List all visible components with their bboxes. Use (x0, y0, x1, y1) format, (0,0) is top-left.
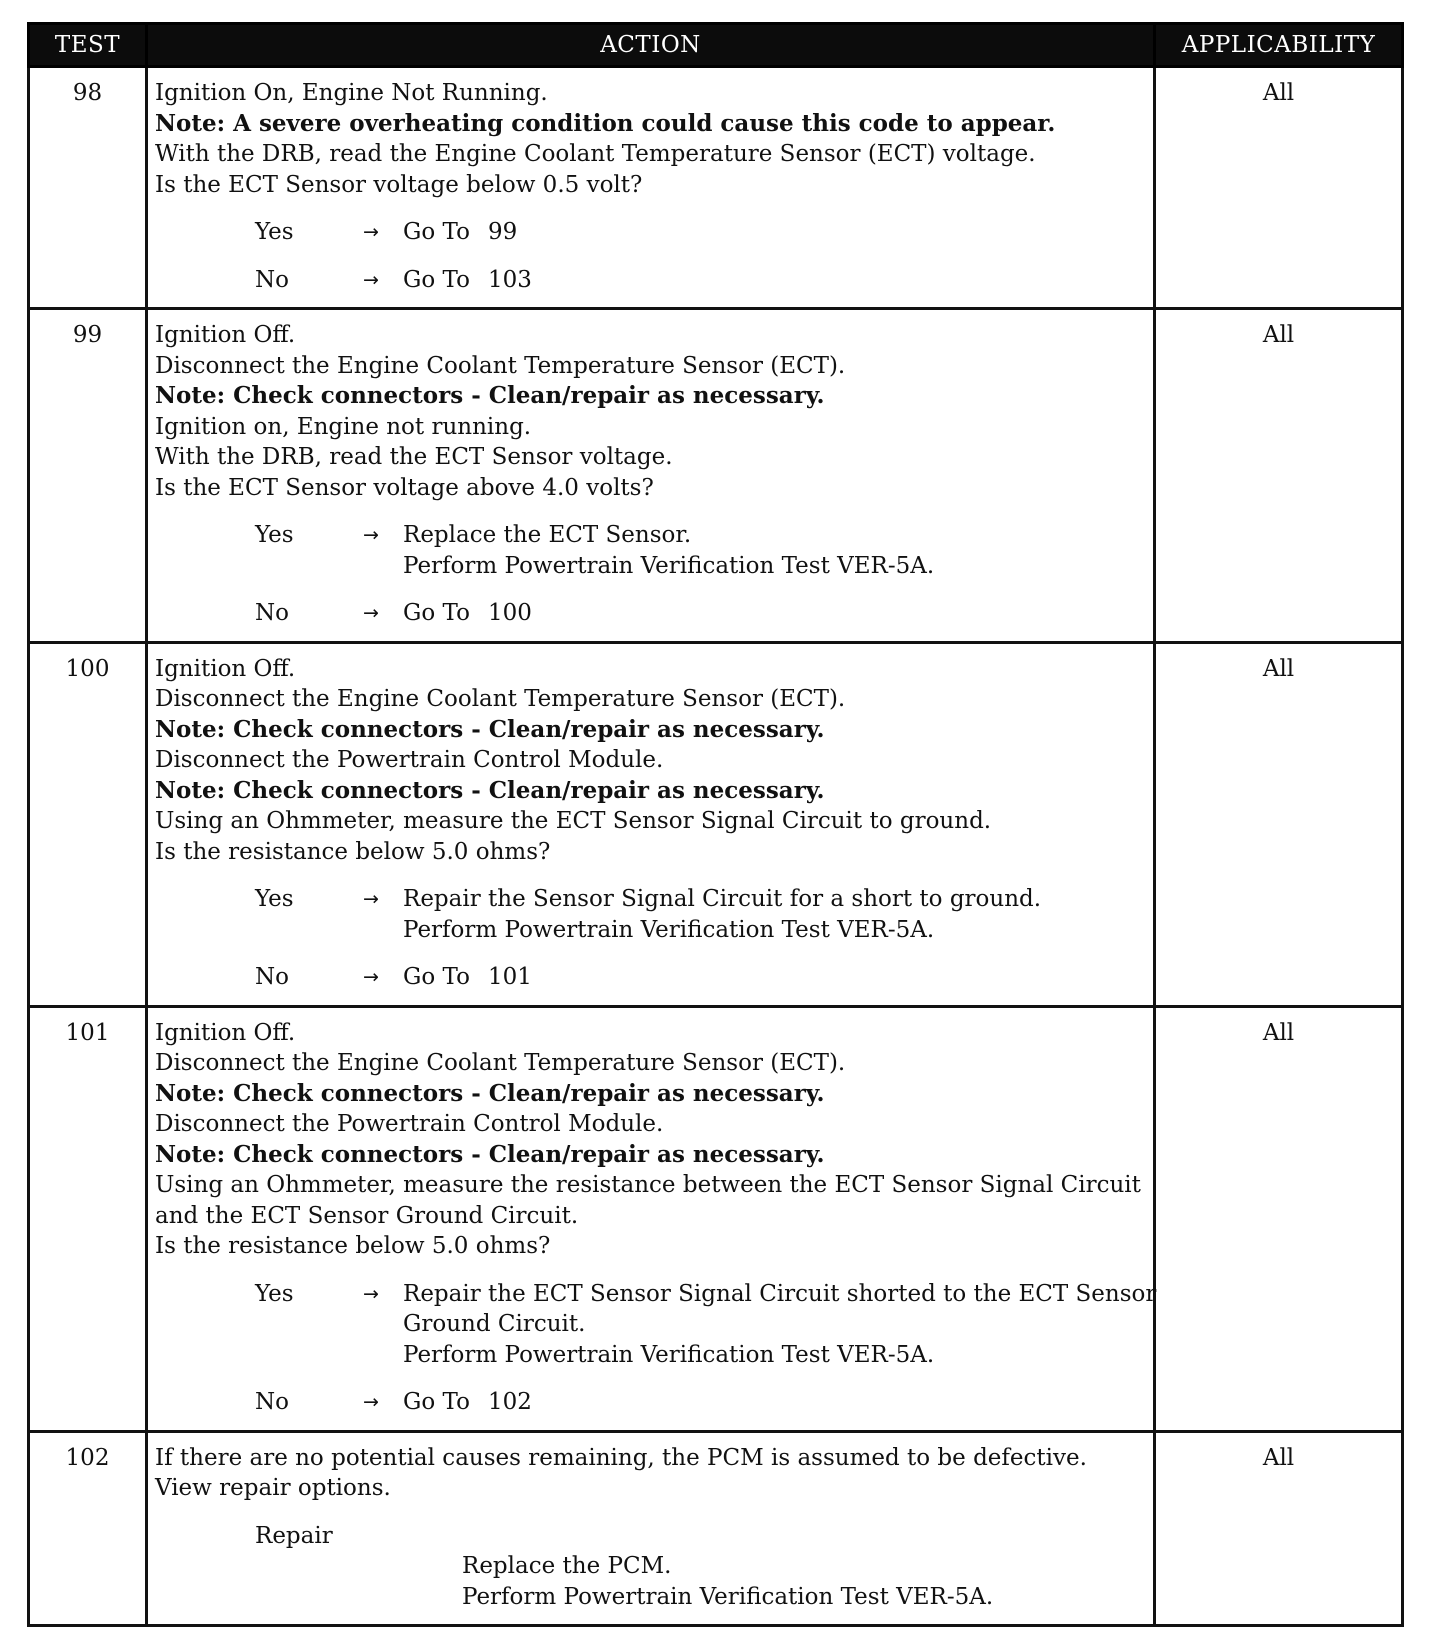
no-result (403, 598, 1147, 629)
goto-target-link[interactable]: 102 (488, 1389, 532, 1415)
note-line: Note: A severe overheating condition could cause this code to appear. (155, 109, 1056, 137)
instruction-line: View repair options. (155, 1475, 391, 1501)
table-row (29, 67, 1403, 309)
repair-label: Repair (255, 1522, 333, 1549)
instruction-line: Ignition On, Engine Not Running. (155, 80, 548, 106)
yes-outcome (255, 1279, 1157, 1371)
result-line: Perform Powertrain Verification Test VER-5A. (403, 552, 935, 579)
no-outcome (255, 1387, 1147, 1418)
arrow-right-icon: → (363, 221, 379, 243)
instruction-line: Disconnect the Engine Coolant Temperature Sensor (ECT). (155, 1050, 846, 1076)
repair-lines (255, 1551, 1147, 1612)
repair-line: Replace the PCM. (462, 1553, 672, 1579)
applicability-value: All (1155, 309, 1403, 643)
instruction-line: Ignition Off. (155, 655, 296, 682)
applicability-value: All (1155, 1431, 1403, 1626)
diagnostic-table-document (27, 22, 1401, 1627)
instruction-line: With the DRB, read the Engine Coolant Temperature Sensor (ECT) voltage. (155, 141, 1036, 167)
no-label: No (255, 600, 289, 626)
yes-label: Yes (255, 219, 294, 245)
note-line: Note: Check connectors - Clean/repair as necessary. (155, 1079, 825, 1107)
goto-target-link[interactable]: 101 (488, 964, 532, 990)
result-line: Perform Powertrain Verification Test VER-5A. (403, 916, 935, 943)
instruction-line: Is the resistance below 5.0 ohms? (155, 1233, 551, 1259)
yes-result (403, 1279, 1156, 1371)
table-row (29, 642, 1403, 1006)
result-line: Ground Circuit. (403, 1311, 586, 1337)
goto-label: Go To (403, 600, 470, 626)
action-cell (147, 642, 1155, 1006)
action-cell (147, 1006, 1155, 1431)
applicability-value: All (1155, 1006, 1403, 1431)
instruction-line: Disconnect the Engine Coolant Temperature Sensor (ECT). (155, 686, 846, 712)
yes-outcome (255, 520, 1147, 581)
action-cell (147, 309, 1155, 643)
result-line: Replace the ECT Sensor. (403, 522, 692, 548)
instruction-line: Using an Ohmmeter, measure the ECT Sensor Signal Circuit to ground. (155, 808, 992, 834)
instruction-line: Using an Ohmmeter, measure the resistance between the ECT Sensor Signal Circuit (155, 1172, 1141, 1198)
yes-result (403, 520, 1147, 581)
no-result (403, 962, 1147, 993)
table-row (29, 1431, 1403, 1626)
header-applicability: APPLICABILITY (1155, 24, 1403, 67)
applicability-value: All (1155, 642, 1403, 1006)
instruction-line: and the ECT Sensor Ground Circuit. (155, 1202, 579, 1229)
arrow-right-icon: → (363, 602, 379, 624)
instruction-line: Disconnect the Powertrain Control Module. (155, 1111, 664, 1137)
no-outcome (255, 265, 1147, 296)
arrow-right-icon: → (363, 1282, 379, 1305)
test-number: 102 (29, 1431, 147, 1626)
applicability-value: All (1155, 67, 1403, 309)
result-line: Repair the Sensor Signal Circuit for a short to ground. (403, 886, 1042, 912)
goto-target-link[interactable]: 100 (488, 600, 532, 626)
yes-label: Yes (255, 886, 294, 912)
no-outcome (255, 962, 1147, 993)
repair-line: Perform Powertrain Verification Test VER-5A. (462, 1583, 994, 1610)
instruction-line: Is the ECT Sensor voltage above 4.0 volts? (155, 474, 654, 501)
yes-result (403, 217, 1147, 248)
arrow-right-icon: → (363, 268, 379, 291)
header-action: ACTION (147, 24, 1155, 67)
table-header-row (29, 24, 1403, 67)
instruction-line: With the DRB, read the ECT Sensor voltage. (155, 444, 673, 470)
no-result (403, 265, 1147, 296)
arrow-right-icon: → (363, 1391, 379, 1413)
goto-label: Go To (403, 219, 470, 245)
instruction-line: Ignition on, Engine not running. (155, 413, 532, 440)
test-number: 99 (29, 309, 147, 643)
test-number: 98 (29, 67, 147, 309)
arrow-right-icon: → (363, 524, 379, 546)
no-label: No (255, 1389, 289, 1415)
yes-outcome (255, 884, 1147, 945)
header-test: TEST (29, 24, 147, 67)
no-outcome (255, 598, 1147, 629)
no-label: No (255, 964, 289, 990)
instruction-line: Is the ECT Sensor voltage below 0.5 volt? (155, 171, 643, 198)
yes-result (403, 884, 1147, 945)
no-result (403, 1387, 1147, 1418)
goto-label: Go To (403, 1389, 470, 1415)
goto-label: Go To (403, 964, 470, 990)
test-number: 101 (29, 1006, 147, 1431)
test-number: 100 (29, 642, 147, 1006)
action-cell (147, 1431, 1155, 1626)
result-line: Repair the ECT Sensor Signal Circuit shorted to the ECT Sensor (403, 1280, 1157, 1307)
note-line: Note: Check connectors - Clean/repair as necessary. (155, 715, 825, 743)
yes-label: Yes (255, 1280, 294, 1307)
action-cell (147, 67, 1155, 309)
table-row (29, 309, 1403, 643)
result-line: Perform Powertrain Verification Test VER-5A. (403, 1341, 935, 1368)
repair-options (155, 1521, 1147, 1613)
instruction-line: Disconnect the Engine Coolant Temperature Sensor (ECT). (155, 352, 846, 379)
note-line: Note: Check connectors - Clean/repair as necessary. (155, 776, 825, 804)
goto-target-link[interactable]: 103 (488, 266, 532, 293)
yes-outcome (255, 217, 1147, 248)
diagnostic-test-table (27, 22, 1404, 1627)
instruction-line: Ignition Off. (155, 1019, 296, 1046)
arrow-right-icon: → (363, 966, 379, 988)
note-line: Note: Check connectors - Clean/repair as necessary. (155, 1140, 825, 1168)
yes-label: Yes (255, 522, 294, 548)
note-line: Note: Check connectors - Clean/repair as necessary. (155, 382, 825, 409)
goto-target-link[interactable]: 99 (488, 219, 518, 245)
arrow-right-icon: → (363, 888, 379, 910)
instruction-line: Ignition Off. (155, 322, 296, 348)
no-label: No (255, 266, 289, 293)
goto-label: Go To (403, 266, 470, 293)
instruction-line: Is the resistance below 5.0 ohms? (155, 838, 551, 865)
instruction-line: If there are no potential causes remaining, the PCM is assumed to be defective. (155, 1444, 1087, 1471)
instruction-line: Disconnect the Powertrain Control Module. (155, 747, 664, 773)
table-row (29, 1006, 1403, 1431)
